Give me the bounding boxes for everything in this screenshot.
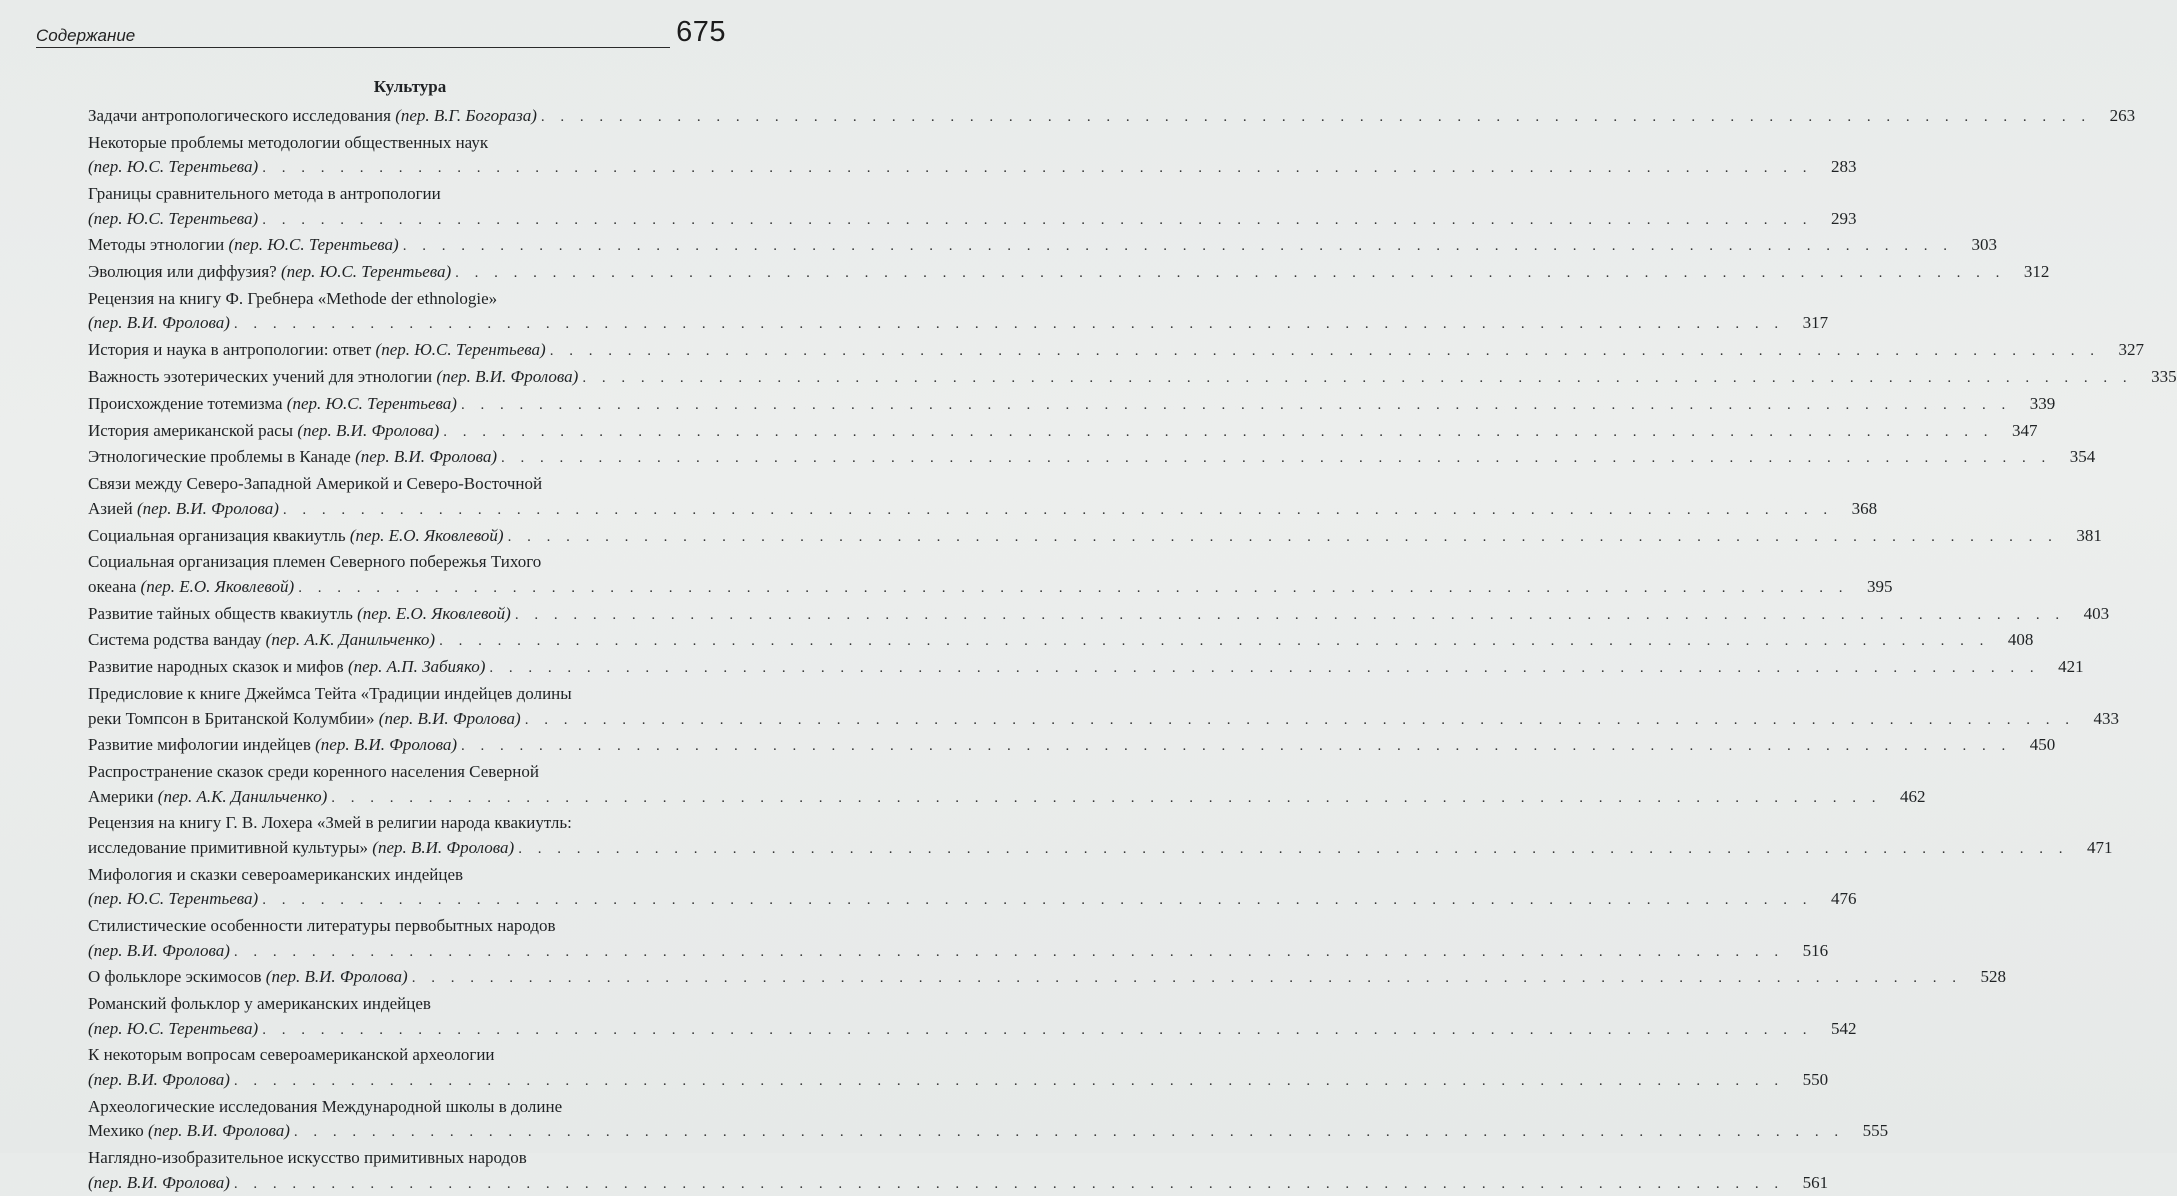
entry-last-line	[88, 887, 1857, 913]
leader-dots	[234, 1069, 1784, 1094]
entry-last-line	[88, 836, 2113, 862]
translator-credit: (пер. В.И. Фролова)	[436, 367, 579, 387]
toc-entry	[88, 392, 2056, 418]
entry-last-line	[88, 707, 2119, 733]
entry-title-line: Социальная организация племен Северного побережья Тихого	[88, 552, 542, 572]
entry-page-number: 293	[1830, 208, 1857, 228]
entry-title-text	[88, 628, 435, 653]
translator-credit: (пер. В.И. Фролова)	[88, 1172, 230, 1192]
leader-dots	[331, 786, 1881, 811]
entry-last-line	[88, 155, 1857, 181]
entry-title-line: Связи между Северо-Западной Америкой и Северо-Восточной	[88, 474, 543, 494]
entry-page-number: 283	[1830, 157, 1857, 177]
entry-last-line	[88, 1068, 1829, 1094]
entry-title-line: Рецензия на книгу Ф. Гребнера «Methode der ethnologie»	[88, 288, 498, 308]
entry-last-line	[88, 524, 2102, 550]
toc-entry	[88, 338, 2144, 364]
translator-credit: (пер. Ю.С. Терентьева)	[286, 393, 457, 413]
entry-last-line	[88, 233, 1997, 259]
entry-title-text	[88, 575, 294, 600]
entry-title-text	[88, 497, 279, 522]
leader-dots	[262, 208, 1812, 233]
entry-title-text	[88, 233, 399, 258]
entry-title-line: Предисловие к книге Джеймса Тейта «Традиции индейцев долины	[88, 684, 572, 704]
entry-last-line	[88, 575, 1893, 601]
page-number: 675	[676, 16, 726, 48]
header-rule	[36, 47, 670, 48]
entry-last-line	[88, 104, 2136, 130]
entry-title-end: История американской расы	[88, 420, 298, 440]
leader-dots	[550, 339, 2100, 364]
toc-entry	[88, 628, 2034, 654]
entry-last-line	[88, 338, 2144, 364]
translator-credit: (пер. В.Г. Богораза)	[395, 106, 537, 125]
toc-entry	[88, 760, 1926, 810]
toc-entry	[88, 550, 1893, 600]
translator-credit: (пер. Ю.С. Терентьева)	[375, 340, 546, 360]
translator-credit: (пер. А.П. Забияко)	[347, 657, 486, 677]
toc-entry	[88, 233, 1997, 259]
entry-title-end: Социальная организация квакиутль	[88, 525, 350, 545]
entry-page-number: 335	[2151, 367, 2177, 387]
toc-entry	[88, 182, 1857, 232]
translator-credit: (пер. Ю.С. Терентьева)	[88, 208, 259, 228]
leader-dots	[234, 312, 1784, 337]
entry-page-number: 433	[2093, 708, 2119, 728]
entry-page-number: 421	[2058, 657, 2084, 677]
leader-dots	[294, 1120, 1844, 1145]
leader-dots	[518, 837, 2068, 862]
entry-title-end: Развитие мифологии индейцев	[88, 735, 316, 755]
leader-dots	[525, 708, 2075, 733]
entry-last-line	[88, 602, 2110, 628]
entry-title-end: Происхождение тотемизма	[88, 393, 287, 413]
translator-credit: (пер. Ю.С. Терентьева)	[88, 157, 259, 177]
entry-title-end: Система родства вандау	[88, 630, 266, 650]
translator-credit: (пер. Ю.С. Терентьева)	[280, 262, 452, 282]
entry-page-number: 303	[1971, 235, 1997, 255]
translator-credit: (пер. В.И. Фролова)	[378, 708, 521, 728]
leader-dots	[262, 156, 1812, 181]
entry-title-end: Развитие тайных обществ квакиутль	[88, 603, 358, 623]
entry-page-number: 516	[1802, 940, 1829, 960]
entry-title-text	[88, 655, 485, 680]
entry-last-line	[88, 392, 2056, 418]
leader-dots	[234, 940, 1784, 965]
entry-page-number: 312	[2023, 262, 2050, 282]
entry-page-number: 555	[1862, 1121, 1889, 1141]
entry-title-line: Археологические исследования Международной школы в долине	[88, 1096, 563, 1116]
toc-entry	[88, 602, 2110, 628]
toc-entry	[88, 1043, 1829, 1093]
toc-entry	[88, 682, 2119, 732]
entry-title-end: О фольклоре эскимосов	[88, 967, 266, 987]
entry-page-number: 339	[2029, 393, 2056, 413]
entry-last-line	[88, 965, 2006, 991]
entry-title-line: Наглядно-изобразительное искусство примитивных народов	[88, 1148, 527, 1168]
toc-entry	[88, 655, 2084, 681]
toc-entry	[88, 131, 1857, 181]
entry-title-text	[88, 785, 327, 810]
entry-title-end: Развитие народных сказок и мифов	[88, 657, 348, 677]
entry-last-line	[88, 207, 1857, 233]
entry-title-text	[88, 1119, 290, 1144]
translator-credit: (пер. В.И. Фролова)	[265, 967, 408, 987]
translator-credit: (пер. В.И. Фролова)	[147, 1121, 290, 1141]
entry-title-end: Америки	[88, 786, 158, 806]
entry-page-number: 403	[2083, 603, 2110, 623]
entry-page-number: 528	[1980, 967, 2006, 987]
entry-title-text	[88, 733, 457, 758]
leader-dots	[439, 629, 1989, 654]
toc-entry	[88, 1095, 1889, 1145]
translator-credit: (пер. Е.О. Яковлевой)	[349, 525, 504, 545]
translator-credit: (пер. В.И. Фролова)	[315, 735, 458, 755]
entry-title-line: Рецензия на книгу Г. В. Лохера «Змей в религии народа квакиутль:	[88, 813, 572, 833]
entry-title-line: Распространение сказок среди коренного населения Северной	[88, 762, 539, 782]
entry-page-number: 550	[1802, 1069, 1829, 1089]
entry-page-number: 368	[1851, 498, 1878, 518]
entry-page-number: 542	[1830, 1018, 1857, 1038]
entry-title-line: Романский фольклор у американских индейцев	[88, 994, 431, 1014]
entry-title-end: Методы этнологии	[88, 235, 229, 255]
entry-title-text	[88, 207, 258, 232]
entry-title-text	[88, 1171, 230, 1196]
entry-last-line	[88, 497, 1878, 523]
entry-last-line	[88, 311, 1829, 337]
translator-credit: (пер. Ю.С. Терентьева)	[88, 889, 259, 909]
entry-last-line	[88, 1017, 1857, 1043]
table-of-contents	[88, 76, 2177, 1196]
toc-entry	[88, 104, 2136, 130]
entry-last-line	[88, 785, 1926, 811]
entry-last-line	[88, 655, 2084, 681]
translator-credit: (пер. А.К. Данильченко)	[265, 630, 436, 650]
entry-last-line	[88, 1171, 1829, 1196]
toc-entry	[88, 992, 1857, 1042]
translator-credit: (пер. В.И. Фролова)	[355, 447, 498, 467]
entry-last-line	[88, 628, 2034, 654]
entry-page-number: 450	[2029, 735, 2056, 755]
translator-credit: (пер. Ю.С. Терентьева)	[88, 1018, 259, 1038]
entry-last-line	[88, 365, 2177, 391]
toc-entry	[88, 733, 2056, 759]
entry-title-end: История и наука в антропологии: ответ	[88, 340, 376, 360]
leader-dots	[412, 966, 1962, 991]
entry-title-text	[88, 965, 408, 990]
leader-dots	[489, 656, 2039, 681]
entry-title-end: Важность эзотерических учений для этнологии	[88, 367, 437, 387]
entry-title-text	[88, 260, 451, 285]
toc-entry	[88, 445, 2096, 471]
leader-dots	[234, 1172, 1784, 1196]
entry-title-text	[88, 524, 504, 549]
entry-title-line: К некоторым вопросам североамериканской археологии	[88, 1045, 495, 1065]
leader-dots	[508, 525, 2058, 550]
section-title: Культура	[373, 77, 447, 96]
toc-entry	[88, 1146, 1829, 1196]
translator-credit: (пер. В.И. Фролова)	[372, 837, 515, 857]
entry-title-text	[88, 707, 521, 732]
translator-credit: (пер. Е.О. Яковлевой)	[140, 576, 295, 596]
entry-title-text	[88, 939, 230, 964]
entry-page-number: 347	[2012, 420, 2038, 440]
entry-last-line	[88, 445, 2096, 471]
entry-title-text	[88, 365, 578, 390]
leader-dots	[443, 420, 1993, 445]
leader-dots	[461, 734, 2011, 759]
entry-title-text	[88, 1017, 258, 1042]
entry-title-text	[88, 887, 258, 912]
entry-title-text	[88, 311, 230, 336]
entry-page-number: 561	[1802, 1172, 1829, 1192]
entry-title-end: Эволюция или диффузия?	[88, 262, 281, 282]
translator-credit: (пер. В.И. Фролова)	[88, 313, 230, 333]
entry-title-end: Азией	[88, 498, 137, 518]
entry-title-line: Некоторые проблемы методологии общественных наук	[88, 132, 489, 152]
entry-page-number: 354	[2069, 447, 2096, 467]
entry-page-number: 381	[2076, 525, 2102, 545]
leader-dots	[501, 446, 2051, 471]
leader-dots	[262, 888, 1812, 913]
entry-page-number: 263	[2109, 106, 2136, 125]
translator-credit: (пер. Е.О. Яковлевой)	[357, 603, 511, 623]
leader-dots	[541, 105, 2091, 130]
entry-title-text	[88, 392, 457, 417]
entry-page-number: 462	[1899, 786, 1926, 806]
translator-credit: (пер. Ю.С. Терентьева)	[228, 235, 399, 255]
entry-title-text	[88, 602, 511, 627]
entry-page-number: 471	[2086, 837, 2113, 857]
translator-credit: (пер. В.И. Фролова)	[136, 498, 279, 518]
entry-title-end: исследование примитивной культуры»	[88, 837, 373, 857]
entry-title-end: Мехико	[88, 1121, 148, 1141]
entry-title-text	[88, 1068, 230, 1093]
entry-title-line: Границы сравнительного метода в антропологии	[88, 184, 441, 204]
entry-title-line: Мифология и сказки североамериканских индейцев	[88, 864, 464, 884]
translator-credit: (пер. В.И. Фролова)	[88, 1069, 230, 1089]
entry-last-line	[88, 260, 2050, 286]
translator-credit: (пер. А.К. Данильченко)	[157, 786, 328, 806]
toc-entry	[88, 260, 2050, 286]
entry-title-end: океана	[88, 576, 141, 596]
entry-title-end: реки Томпсон в Британской Колумбии»	[88, 708, 379, 728]
leader-dots	[461, 393, 2011, 418]
entry-last-line	[88, 419, 2038, 445]
entry-title-end: Этнологические проблемы в Канаде	[88, 447, 356, 467]
entry-title-text	[88, 338, 546, 363]
page-header	[36, 16, 726, 62]
toc-entry	[88, 287, 1829, 337]
leader-dots	[283, 498, 1833, 523]
entry-last-line	[88, 733, 2056, 759]
toc-entry	[88, 472, 1878, 522]
entry-page-number: 395	[1866, 576, 1893, 596]
entry-title-text	[88, 419, 439, 444]
toc-entry	[88, 863, 1857, 913]
toc-entry	[88, 965, 2006, 991]
toc-entry	[88, 365, 2177, 391]
toc-entry	[88, 811, 2113, 861]
entry-last-line	[88, 939, 1829, 965]
entry-title-line: Стилистические особенности литературы первобытных народов	[88, 916, 556, 936]
entry-title-text	[88, 445, 497, 470]
leader-dots	[582, 366, 2132, 391]
translator-credit: (пер. В.И. Фролова)	[297, 420, 440, 440]
toc-entry	[88, 524, 2102, 550]
entry-page-number: 476	[1830, 889, 1857, 909]
toc-entry	[88, 419, 2038, 445]
leader-dots	[403, 234, 1953, 259]
entry-page-number: 317	[1802, 313, 1829, 333]
toc-entries	[88, 104, 2177, 1196]
entry-title-text	[88, 104, 537, 129]
translator-credit: (пер. В.И. Фролова)	[88, 940, 230, 960]
entry-page-number: 408	[2007, 630, 2034, 650]
entry-last-line	[88, 1119, 1889, 1145]
entry-title-text	[88, 155, 258, 180]
entry-title-text	[88, 836, 514, 861]
leader-dots	[262, 1018, 1812, 1043]
leader-dots	[298, 576, 1848, 601]
entry-title-end: Задачи антропологического исследования	[88, 106, 396, 125]
entry-page-number: 327	[2118, 340, 2144, 360]
leader-dots	[455, 261, 2005, 286]
running-head: Содержание	[36, 26, 136, 45]
toc-entry	[88, 914, 1829, 964]
leader-dots	[515, 603, 2065, 628]
